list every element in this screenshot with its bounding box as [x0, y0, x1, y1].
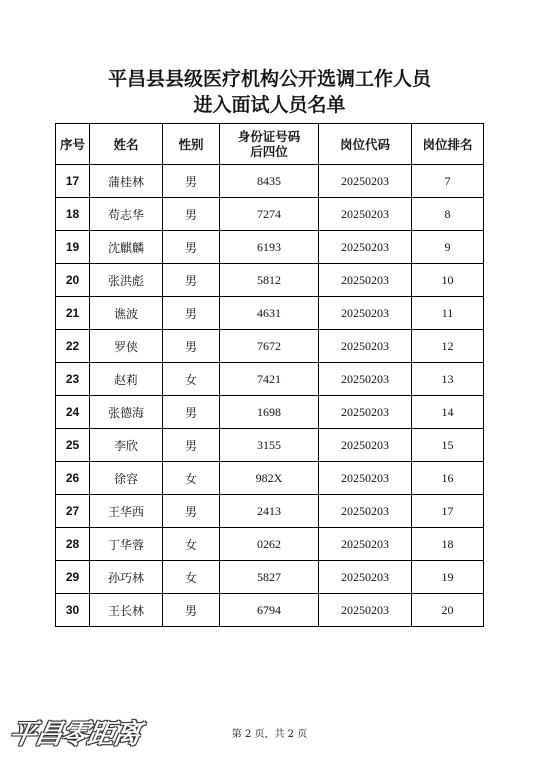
cell-gender: 男 [163, 264, 220, 297]
header-id-line-2: 后四位 [250, 144, 288, 159]
cell-post-code: 20250203 [319, 330, 412, 363]
cell-gender: 男 [163, 330, 220, 363]
header-rank: 岗位排名 [412, 124, 484, 165]
cell-name: 苟志华 [90, 198, 163, 231]
cell-name: 罗侠 [90, 330, 163, 363]
cell-post-code: 20250203 [319, 396, 412, 429]
table-row [56, 297, 484, 330]
cell-post-code: 20250203 [319, 429, 412, 462]
cell-id-last4: 6794 [220, 594, 319, 627]
cell-id-last4: 7672 [220, 330, 319, 363]
cell-gender: 女 [163, 561, 220, 594]
cell-seq: 19 [56, 231, 90, 264]
cell-seq: 26 [56, 462, 90, 495]
table-row [56, 231, 484, 264]
cell-id-last4: 0262 [220, 528, 319, 561]
cell-name: 李欣 [90, 429, 163, 462]
cell-post-code: 20250203 [319, 594, 412, 627]
cell-name: 王长林 [90, 594, 163, 627]
table-header-row [56, 124, 484, 165]
cell-seq: 18 [56, 198, 90, 231]
cell-gender: 男 [163, 495, 220, 528]
cell-rank: 9 [412, 231, 484, 264]
table-row [56, 330, 484, 363]
cell-post-code: 20250203 [319, 561, 412, 594]
cell-id-last4: 2413 [220, 495, 319, 528]
title-line-2: 进入面试人员名单 [193, 94, 346, 116]
cell-seq: 27 [56, 495, 90, 528]
table-row [56, 495, 484, 528]
title-line-1: 平昌县县级医疗机构公开选调工作人员 [107, 68, 431, 90]
cell-rank: 14 [412, 396, 484, 429]
cell-name: 蒲桂林 [90, 165, 163, 198]
header-post-code: 岗位代码 [319, 124, 412, 165]
cell-name: 张德海 [90, 396, 163, 429]
cell-name: 沈麒麟 [90, 231, 163, 264]
cell-gender: 男 [163, 429, 220, 462]
header-name: 姓名 [90, 124, 163, 165]
document-title [0, 66, 539, 118]
table-row [56, 594, 484, 627]
watermark-logo: 平昌零距离 [6, 719, 143, 750]
cell-seq: 22 [56, 330, 90, 363]
cell-rank: 12 [412, 330, 484, 363]
cell-post-code: 20250203 [319, 165, 412, 198]
cell-seq: 21 [56, 297, 90, 330]
cell-rank: 8 [412, 198, 484, 231]
table-row [56, 429, 484, 462]
table-row [56, 264, 484, 297]
table-row [56, 198, 484, 231]
cell-post-code: 20250203 [319, 231, 412, 264]
cell-name: 徐容 [90, 462, 163, 495]
cell-name: 张洪彪 [90, 264, 163, 297]
cell-post-code: 20250203 [319, 495, 412, 528]
cell-gender: 男 [163, 198, 220, 231]
cell-name: 谯波 [90, 297, 163, 330]
cell-seq: 17 [56, 165, 90, 198]
cell-post-code: 20250203 [319, 462, 412, 495]
table-row [56, 528, 484, 561]
table-row [56, 165, 484, 198]
cell-rank: 19 [412, 561, 484, 594]
cell-rank: 20 [412, 594, 484, 627]
cell-seq: 24 [56, 396, 90, 429]
cell-seq: 28 [56, 528, 90, 561]
cell-seq: 29 [56, 561, 90, 594]
cell-gender: 男 [163, 396, 220, 429]
cell-id-last4: 7274 [220, 198, 319, 231]
cell-id-last4: 3155 [220, 429, 319, 462]
cell-id-last4: 5812 [220, 264, 319, 297]
interview-roster-table [55, 123, 484, 627]
table-row [56, 396, 484, 429]
cell-post-code: 20250203 [319, 528, 412, 561]
cell-name: 丁华蓉 [90, 528, 163, 561]
cell-id-last4: 7421 [220, 363, 319, 396]
cell-gender: 男 [163, 297, 220, 330]
cell-rank: 13 [412, 363, 484, 396]
cell-name: 孙巧林 [90, 561, 163, 594]
cell-seq: 30 [56, 594, 90, 627]
cell-post-code: 20250203 [319, 198, 412, 231]
header-seq: 序号 [56, 124, 90, 165]
cell-id-last4: 1698 [220, 396, 319, 429]
table-row [56, 561, 484, 594]
cell-seq: 25 [56, 429, 90, 462]
cell-id-last4: 982X [220, 462, 319, 495]
cell-rank: 15 [412, 429, 484, 462]
table-row [56, 462, 484, 495]
header-gender: 性别 [163, 124, 220, 165]
page-number-footer: 第 2 页，共 2 页 [231, 729, 308, 740]
cell-seq: 23 [56, 363, 90, 396]
header-id-line-1: 身份证号码 [237, 129, 301, 144]
cell-gender: 男 [163, 594, 220, 627]
cell-post-code: 20250203 [319, 264, 412, 297]
cell-name: 赵莉 [90, 363, 163, 396]
cell-seq: 20 [56, 264, 90, 297]
cell-rank: 10 [412, 264, 484, 297]
cell-gender: 男 [163, 165, 220, 198]
cell-gender: 男 [163, 231, 220, 264]
cell-id-last4: 6193 [220, 231, 319, 264]
header-id-last4 [220, 124, 319, 165]
cell-rank: 17 [412, 495, 484, 528]
cell-gender: 女 [163, 528, 220, 561]
cell-gender: 女 [163, 363, 220, 396]
cell-rank: 18 [412, 528, 484, 561]
cell-id-last4: 8435 [220, 165, 319, 198]
cell-post-code: 20250203 [319, 297, 412, 330]
cell-gender: 女 [163, 462, 220, 495]
cell-name: 王华西 [90, 495, 163, 528]
cell-rank: 16 [412, 462, 484, 495]
cell-post-code: 20250203 [319, 363, 412, 396]
cell-rank: 7 [412, 165, 484, 198]
cell-id-last4: 4631 [220, 297, 319, 330]
table-row [56, 363, 484, 396]
cell-id-last4: 5827 [220, 561, 319, 594]
cell-rank: 11 [412, 297, 484, 330]
